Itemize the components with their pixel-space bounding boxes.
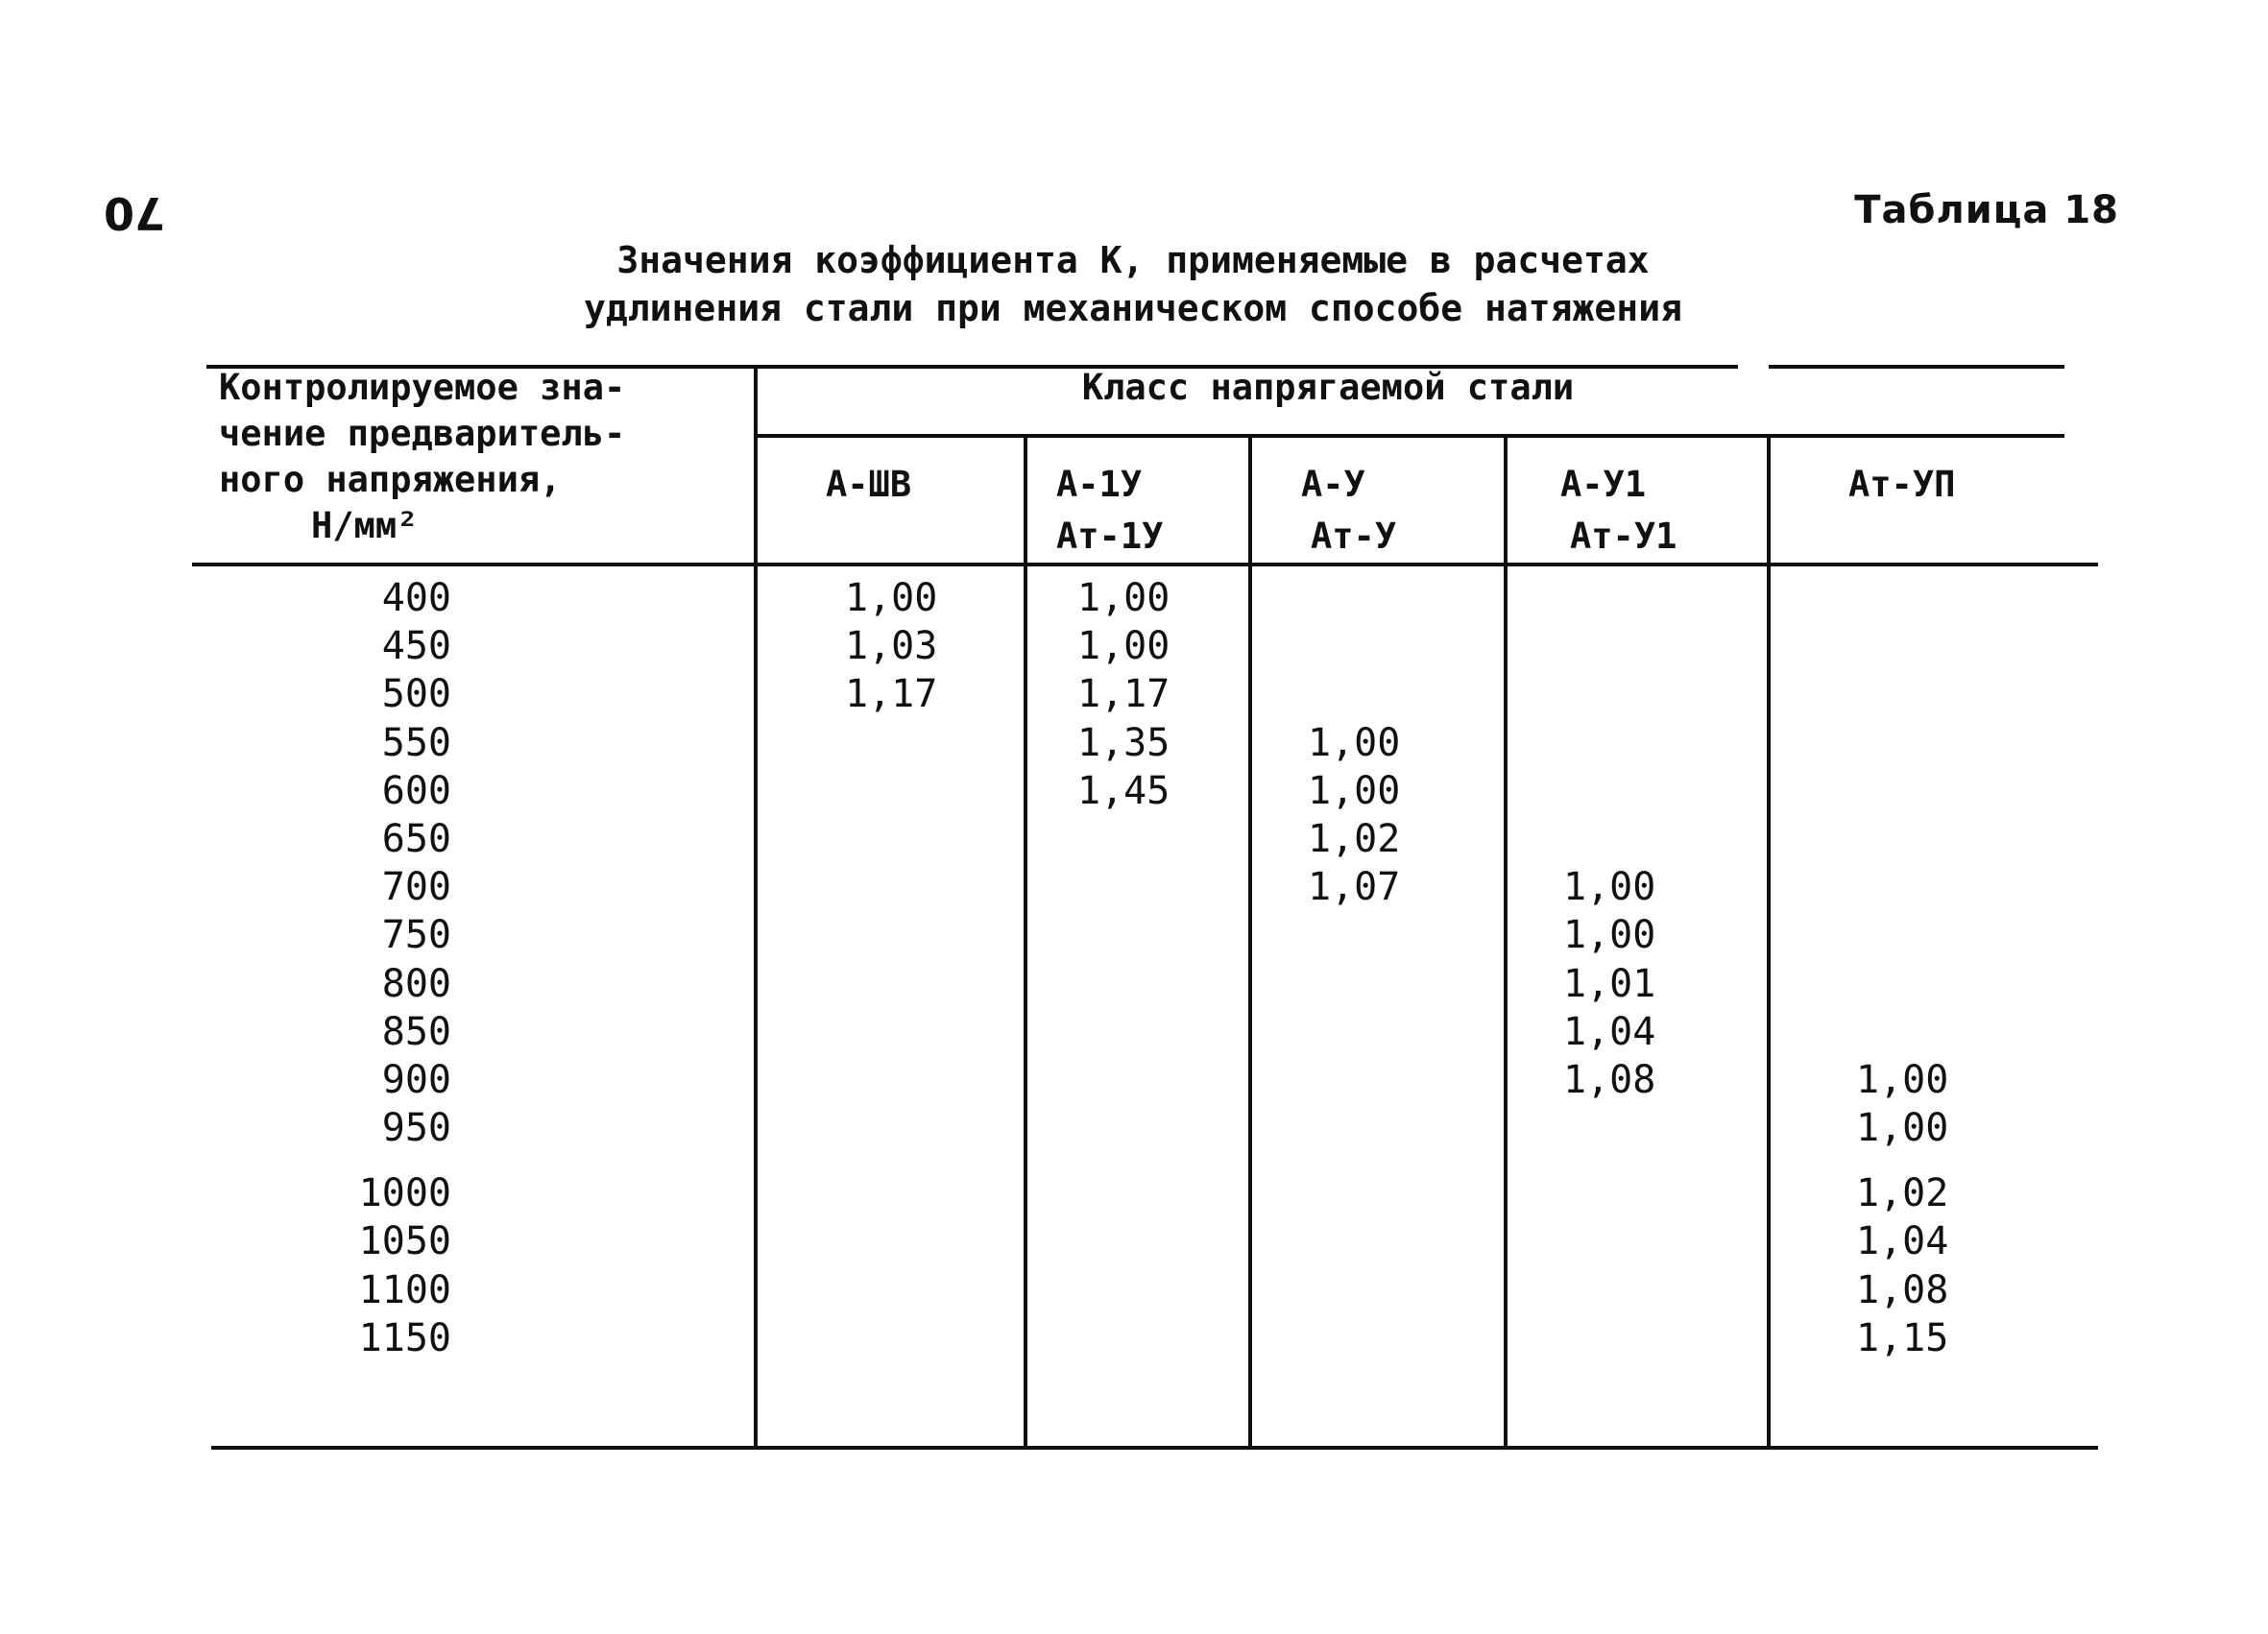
coefficient-cell [1077,1217,1170,1265]
coefficient-cell [1077,1104,1170,1152]
column-header-a-u-line-1: А-У [1301,464,1365,505]
coefficient-cell [845,1169,937,1217]
coefficient-cell: 1,04 [1856,1219,1949,1264]
column-divider-3 [1248,434,1252,1446]
column-header-a-1u-line-2: Ат-1У [1056,516,1164,557]
stress-value-cell: 400 [381,576,451,620]
coefficient-cell [845,815,937,863]
coefficient-cell [1308,1217,1400,1265]
values-column-a-u1 [1563,574,1655,1362]
coefficient-cell: 1,00 [1563,913,1656,958]
coefficient-cell [845,1008,937,1056]
column-divider-5 [1767,434,1771,1446]
column-header-a-u-line-2: Ат-У [1311,516,1397,557]
coefficient-cell [1856,767,1948,815]
coefficient-cell [1077,863,1170,911]
coefficient-cell [1308,622,1400,670]
coefficient-cell [1563,767,1655,815]
coefficient-cell: 1,00 [1856,1057,1949,1102]
column-header-a-u [1301,459,1396,563]
coefficient-cell [1563,1169,1655,1217]
page-number: 70 [104,187,166,239]
coefficient-cell: 1,00 [1077,576,1170,620]
values-column-a-1u [1077,574,1170,1362]
coefficient-cell [1563,1217,1655,1265]
coefficient-cell [1856,863,1948,911]
column-divider-1 [754,365,758,1446]
coefficient-cell: 1,08 [1563,1057,1656,1102]
coefficient-cell [1077,960,1170,1008]
coefficient-cell: 1,00 [845,576,938,620]
steel-class-group-header: Класс напрягаемой стали [1081,367,1575,408]
coefficient-cell [1563,622,1655,670]
coefficient-cell [1308,960,1400,1008]
coefficient-cell [1563,1266,1655,1314]
coefficient-cell [1308,1314,1400,1362]
coefficient-cell [1077,911,1170,959]
coefficient-cell [845,1104,937,1152]
coefficient-cell [1563,1104,1655,1152]
coefficient-cell: 1,02 [1856,1171,1949,1216]
column-header-a-1u [1056,459,1163,563]
column-header-a-u1-line-2: Ат-У1 [1570,516,1677,557]
values-column-at-up [1856,574,1948,1362]
coefficient-cell [1856,960,1948,1008]
stress-value-cell: 1100 [358,1267,451,1312]
coefficient-cell [1856,622,1948,670]
coefficient-cell [845,719,937,767]
coefficient-cell: 1,08 [1856,1267,1949,1312]
stress-value-cell: 800 [381,961,451,1006]
coefficient-cell [1077,1266,1170,1314]
coefficient-cell: 1,17 [845,672,938,717]
stress-value-cell: 450 [381,624,451,669]
coefficient-cell [1077,815,1170,863]
column-header-a-shv-line-1: А-ШВ [826,464,912,505]
coefficient-cell [845,1266,937,1314]
coefficient-cell [845,1056,937,1104]
coefficient-cell: 1,03 [845,624,938,669]
column-divider-2 [1024,434,1027,1446]
coefficient-cell [1308,1169,1400,1217]
column-header-a-u1 [1560,459,1677,563]
coefficient-cell: 1,02 [1308,816,1401,861]
coefficient-cell [1856,670,1948,718]
stress-value-cell: 1150 [358,1315,451,1360]
coefficient-cell [845,1314,937,1362]
coefficient-cell [1856,1008,1948,1056]
coefficient-cell [1308,1104,1400,1152]
group-header-rule [754,434,2064,438]
table-title [365,236,1901,332]
title-line-2: удлинения стали при механическом способе натяжения [584,287,1682,329]
coefficient-cell: 1,00 [1077,624,1170,669]
stress-value-cell: 650 [381,816,451,861]
coefficient-cell [845,960,937,1008]
coefficient-cell [1563,574,1655,622]
coefficient-cell [1563,1314,1655,1362]
coefficient-cell [845,911,937,959]
header-bottom-rule [192,563,2098,566]
table-bottom-rule [211,1446,2098,1450]
stress-value-cell: 900 [381,1057,451,1102]
coefficient-cell [1563,815,1655,863]
coefficient-cell [845,767,937,815]
coefficient-cell: 1,45 [1077,768,1170,813]
coefficient-cell [1856,911,1948,959]
coefficient-cell: 1,00 [1308,720,1401,765]
stress-value-cell: 600 [381,768,451,813]
stress-value-cell: 550 [381,720,451,765]
coefficient-cell [1563,670,1655,718]
coefficient-cell: 1,04 [1563,1009,1656,1054]
stress-value-cell: 750 [381,913,451,958]
column-header-a-1u-line-1: А-1У [1056,464,1143,505]
stress-header-line-3: ного напряжения, [219,459,562,500]
coefficient-cell: 1,00 [1563,865,1656,910]
coefficient-cell [1308,911,1400,959]
coefficient-cell: 1,35 [1077,720,1170,765]
coefficient-cell [1856,574,1948,622]
coefficient-cell [1077,1008,1170,1056]
column-header-at-up [1848,459,1955,511]
values-column-a-u [1308,574,1400,1362]
coefficient-cell [1077,1314,1170,1362]
title-line-1: Значения коэффициента К, применяемые в расчетах [616,239,1650,281]
stress-value-cell: 850 [381,1009,451,1054]
coefficient-cell: 1,17 [1077,672,1170,717]
coefficient-cell [845,863,937,911]
stress-column-header [219,365,625,549]
stress-header-line-2: чение предваритель- [219,413,626,454]
coefficient-cell [845,1217,937,1265]
stress-value-cell: 950 [381,1106,451,1151]
coefficient-cell [1856,719,1948,767]
coefficient-cell [1308,1266,1400,1314]
stress-value-cell: 700 [381,865,451,910]
stress-value-cell: 500 [381,672,451,717]
coefficient-cell [1077,1169,1170,1217]
coefficient-table [192,365,2098,1450]
coefficient-cell: 1,15 [1856,1315,1949,1360]
coefficient-cell [1308,670,1400,718]
column-header-a-u1-line-1: А-У1 [1560,464,1647,505]
column-header-at-up-line-1: Ат-УП [1848,464,1956,505]
stress-values-column [307,574,451,1362]
stress-header-line-1: Контролируемое зна- [219,367,626,408]
values-column-a-shv [845,574,937,1362]
coefficient-cell [1077,1056,1170,1104]
coefficient-cell: 1,01 [1563,961,1656,1006]
coefficient-cell [1308,1056,1400,1104]
coefficient-cell [1308,1008,1400,1056]
column-divider-4 [1504,434,1508,1446]
coefficient-cell: 1,00 [1856,1106,1949,1151]
stress-value-cell: 1050 [358,1219,451,1264]
coefficient-cell [1563,719,1655,767]
coefficient-cell: 1,07 [1308,865,1401,910]
coefficient-cell: 1,00 [1308,768,1401,813]
coefficient-cell [1856,815,1948,863]
column-header-a-shv [826,459,911,511]
stress-header-line-4: Н/мм² [311,505,419,546]
stress-value-cell: 1000 [358,1171,451,1216]
coefficient-cell [1308,574,1400,622]
table-label: Таблица 18 [1854,188,2119,232]
